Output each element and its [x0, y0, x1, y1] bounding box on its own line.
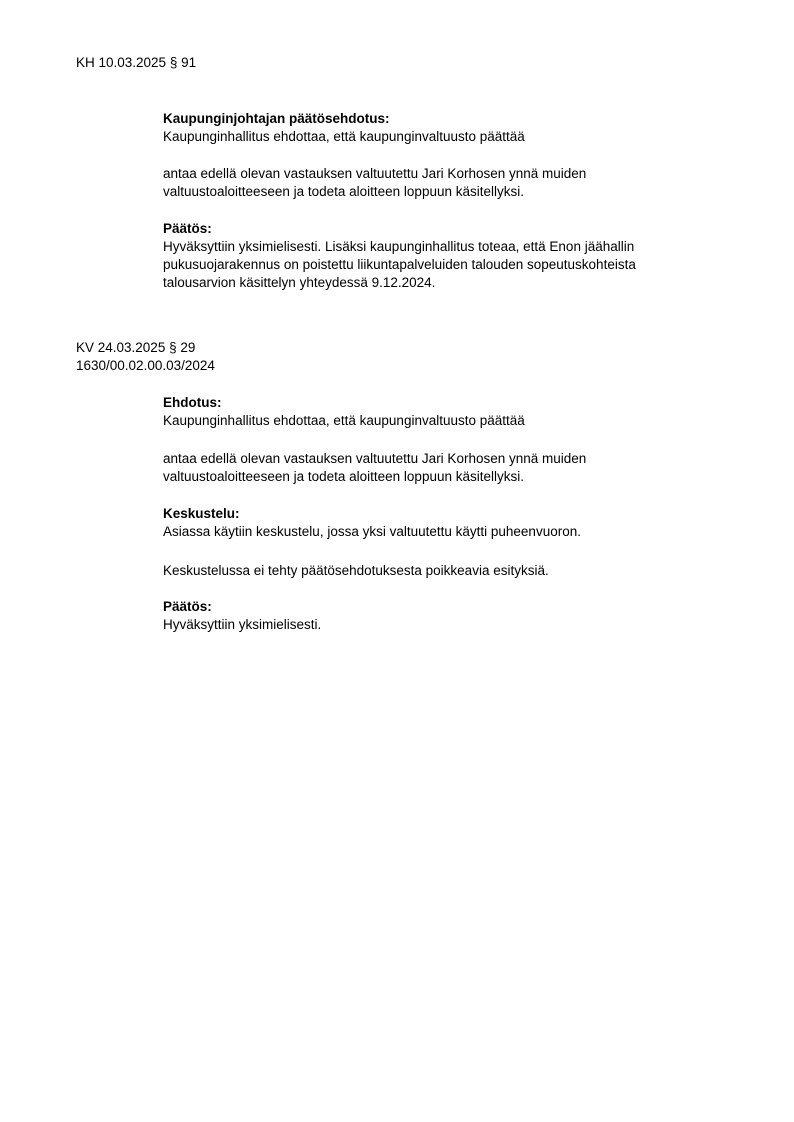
discussion-line: Keskustelussa ei tehty päätösehdotuksesta poikkeavia esityksiä.	[163, 563, 549, 578]
meeting-reference-kh: KH 10.03.2025 § 91	[76, 55, 197, 70]
council-decision-heading: Päätös:	[163, 599, 212, 614]
decision-line: talousarvion käsittelyn yhteydessä 9.12.2024.	[163, 275, 436, 290]
council-proposal-heading: Ehdotus:	[163, 395, 222, 410]
mayor-proposal-body	[163, 165, 703, 201]
council-proposal-intro: Kaupunginhallitus ehdottaa, että kaupunginvaltuusto päättää	[163, 413, 525, 428]
record-id: 1630/00.02.00.03/2024	[76, 358, 215, 373]
discussion-line: Asiassa käytiin keskustelu, jossa yksi valtuutettu käytti puheenvuoron.	[163, 524, 581, 539]
mayor-proposal-section	[163, 110, 703, 146]
discussion-section	[163, 505, 703, 541]
proposal-body-line: valtuustoaloitteeseen ja todeta aloitteen loppuun käsitellyksi.	[163, 184, 524, 199]
discussion-heading: Keskustelu:	[163, 506, 240, 521]
meeting-reference-kv: KV 24.03.2025 § 29	[76, 340, 196, 355]
proposal-body-line: valtuustoaloitteeseen ja todeta aloitteen loppuun käsitellyksi.	[163, 469, 524, 484]
council-decision-section	[163, 598, 703, 634]
board-decision-section	[163, 220, 703, 292]
mayor-proposal-intro: Kaupunginhallitus ehdottaa, että kaupunginvaltuusto päättää	[163, 129, 525, 144]
council-proposal-body	[163, 450, 703, 486]
decision-line: Hyväksyttiin yksimielisesti.	[163, 617, 322, 632]
proposal-body-line: antaa edellä olevan vastauksen valtuutettu Jari Korhosen ynnä muiden	[163, 451, 587, 466]
decision-line: pukusuojarakennus on poistettu liikuntapalveluiden talouden sopeutuskohteista	[163, 257, 636, 272]
discussion-note	[163, 562, 703, 580]
board-decision-heading: Päätös:	[163, 221, 212, 236]
mayor-proposal-heading: Kaupunginjohtajan päätösehdotus:	[163, 111, 390, 126]
proposal-body-line: antaa edellä olevan vastauksen valtuutettu Jari Korhosen ynnä muiden	[163, 166, 587, 181]
decision-line: Hyväksyttiin yksimielisesti. Lisäksi kaupunginhallitus toteaa, että Enon jäähallin	[163, 239, 635, 254]
council-proposal-section	[163, 394, 703, 430]
